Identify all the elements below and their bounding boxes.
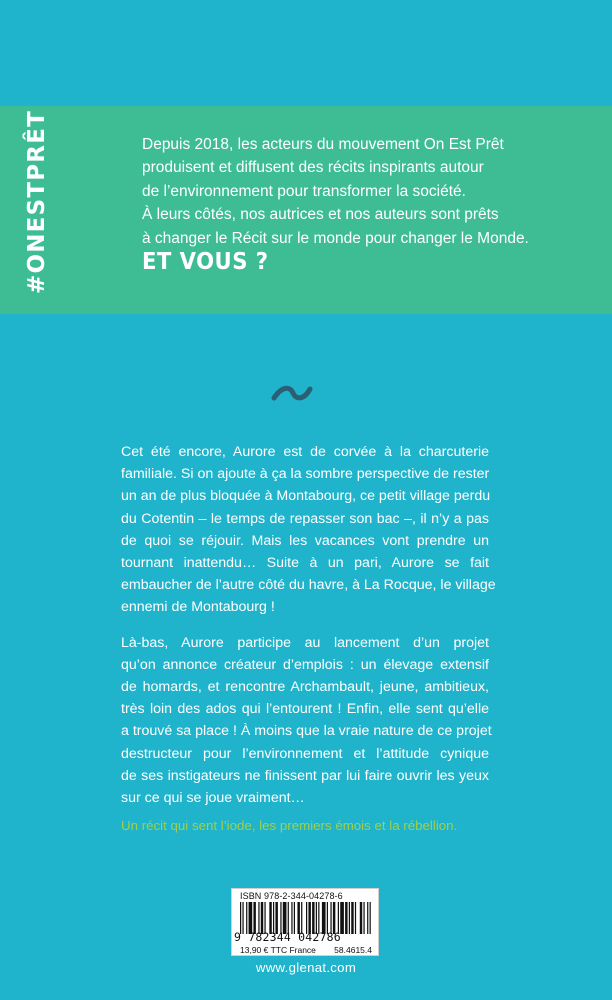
call-to-action-heading: ET VOUS ? xyxy=(142,249,269,275)
manifesto-line: Depuis 2018, les acteurs du mouvement On Est Prêt xyxy=(142,136,504,153)
synopsis-line: très loin des ados qui l’entourent ! Enfin, elle sent qu’elle xyxy=(121,701,489,718)
synopsis-line: du Cotentin – le temps de repasser son bac –, il n’y a pas xyxy=(121,510,489,527)
synopsis-line: de quoi se réjouir. Mais les vacances vont prendre un xyxy=(121,532,489,549)
synopsis-line: de ses instigateurs ne finissent par lui faire ouvrir les yeux xyxy=(121,767,489,784)
synopsis-line: a trouvé sa place ! À moins que la vraie nature de ce projet xyxy=(121,723,492,740)
synopsis-line: de homards, et rencontre Archambault, jeune, ambitieux, xyxy=(121,679,489,696)
synopsis-line: un an de plus bloquée à Montabourg, ce petit village perdu xyxy=(121,488,491,505)
manifesto-line: de l’environnement pour transformer la société. xyxy=(142,182,466,200)
manifesto-text xyxy=(142,133,592,250)
synopsis-line: sur ce qui se joue vraiment… xyxy=(121,790,305,807)
price-text: 13,90 € TTC France xyxy=(240,945,316,955)
synopsis-line: Cet été encore, Aurore est de corvée à la charcuterie xyxy=(121,444,489,460)
synopsis-paragraph-1 xyxy=(121,441,496,619)
tilde-ornament-icon xyxy=(260,378,324,408)
synopsis xyxy=(121,441,496,809)
synopsis-line: tournant inattendu… Suite à un pari, Aurore se fait xyxy=(121,555,489,572)
synopsis-line: Là-bas, Aurore participe au lancement d’un projet xyxy=(121,634,489,651)
tagline: Un récit qui sent l’iode, les premiers émois et la rébellion. xyxy=(121,818,458,833)
synopsis-paragraph-2 xyxy=(121,632,492,810)
manifesto-line: À leurs côtés, nos autrices et nos auteurs sont prêts xyxy=(142,206,499,224)
product-code: 58.4615.4 xyxy=(334,945,372,955)
hashtag-vertical: #ONESTPRÊT xyxy=(24,109,50,294)
synopsis-line: ennemi de Montabourg ! xyxy=(121,599,275,616)
publisher-website: www.glenat.com xyxy=(255,960,357,975)
manifesto-line: à changer le Récit sur le monde pour changer le Monde. xyxy=(142,229,529,247)
synopsis-line: embaucher de l’autre côté du havre, à La Rocque, le village xyxy=(121,577,496,594)
isbn-text: ISBN 978-2-344-04278-6 xyxy=(240,891,343,901)
synopsis-line: familiale. Si on ajoute à ça la sombre perspective de rester xyxy=(121,466,490,483)
manifesto-line: produisent et diffusent des récits inspirants autour xyxy=(142,159,484,177)
synopsis-line: qu’on annonce créateur d’emplois : un élevage extensif xyxy=(121,656,489,673)
barcode-label xyxy=(231,888,379,956)
barcode-digits: 9 782344 042786 xyxy=(234,930,341,944)
synopsis-line: destructeur pour l’environnement et l’attitude cynique xyxy=(121,745,489,762)
